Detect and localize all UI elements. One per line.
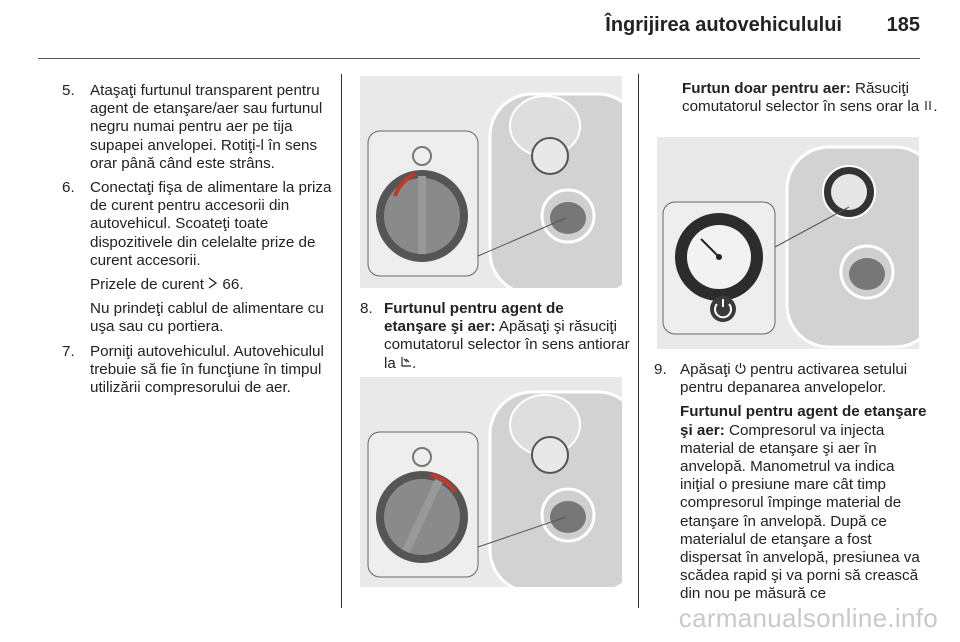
list-item-text: pentru activarea setului pentru depanarea anvelopelor. xyxy=(680,361,908,397)
page-number: 185 xyxy=(886,14,920,36)
paragraph-air-only xyxy=(682,80,942,116)
punctuation: . xyxy=(412,354,417,372)
list-item-8 xyxy=(360,300,630,373)
list-number: 7. xyxy=(62,342,75,360)
page-reference-arrow-icon xyxy=(208,276,218,293)
paragraph-text: Nu prindeţi cablul de alimentare cu uşa sau cu portiera. xyxy=(90,300,324,336)
bold-heading: Furtunul pentru agent de etanşare şi aer: xyxy=(680,403,927,439)
column-1 xyxy=(62,82,332,403)
punctuation: . xyxy=(933,98,938,116)
power-icon xyxy=(735,361,746,378)
sealant-air-symbol-icon xyxy=(400,355,412,372)
paragraph-cable-note xyxy=(62,300,332,336)
compressor-dial-sealant-illustration xyxy=(360,76,622,288)
compressor-dial-rotated-illustration xyxy=(360,377,622,587)
paragraph-text: Prizele de curent xyxy=(90,276,209,294)
paragraph-sealant-process xyxy=(654,403,930,603)
watermark: carmanualsonline.info xyxy=(678,603,938,633)
column-divider-1 xyxy=(341,74,342,608)
list-number: 6. xyxy=(62,179,75,197)
list-item-text: Conectaţi fişa de alimentare la priza de curent pentru accesorii din autovehicul. Scoateţi toate dispozitivele din celelalte prize de curent accesorii. xyxy=(90,179,332,269)
column-2-text xyxy=(360,300,630,379)
bold-heading: Furtunul pentru agent de etanşare şi aer: xyxy=(384,300,564,336)
list-item-7 xyxy=(62,343,332,398)
paragraph-text: Răsuciţi comutatorul selector în sens orar la xyxy=(682,80,924,116)
header-rule xyxy=(38,58,920,59)
column-3-bottom-text xyxy=(654,361,930,610)
list-item-text: Apăsaţi xyxy=(680,361,735,378)
paragraph-text: Compresorul va injecta material de etanşare şi aer în anvelopă. Manometrul va indica iniţial o presiune mare cât timp compresorul împinge material de etanşare în anvelopă. După ce materialul de etanşare a fost dispersat în anvelopă, presiunea va scădea rapid şi va porni să crească din nou pe măsură ce xyxy=(680,421,920,603)
list-item-text: Ataşaţi furtunul transparent pentru agent de etanşare/aer sau furtunul negru numai pentru aer pe tija supapei anvelopei. Rotiţi-l în sens orar până când este strâns. xyxy=(90,82,323,172)
paragraph-power-outlets xyxy=(62,276,332,294)
column-divider-2 xyxy=(638,74,639,608)
list-item-6 xyxy=(62,179,332,270)
column-3-top-text xyxy=(682,80,942,116)
bold-heading: Furtun doar pentru aer: xyxy=(682,80,851,97)
list-number: 8. xyxy=(360,300,373,317)
list-item-text: Porniţi autovehiculul. Autovehiculul trebuie să fie în funcţiune în timpul utilizării compresorului de aer. xyxy=(90,342,324,397)
list-number: 5. xyxy=(62,82,75,99)
air-only-symbol-icon xyxy=(923,98,933,115)
list-item-text: Apăsaţi şi răsuciţi comutatorul selector în sens antiorar la xyxy=(384,318,630,372)
list-item-5 xyxy=(62,82,332,173)
list-number: 9. xyxy=(654,361,667,378)
list-item-9 xyxy=(654,361,930,397)
page-reference-link[interactable]: 66. xyxy=(222,276,244,294)
header-title: Îngrijirea autovehiculului xyxy=(605,14,842,36)
compressor-gauge-illustration xyxy=(657,137,919,349)
